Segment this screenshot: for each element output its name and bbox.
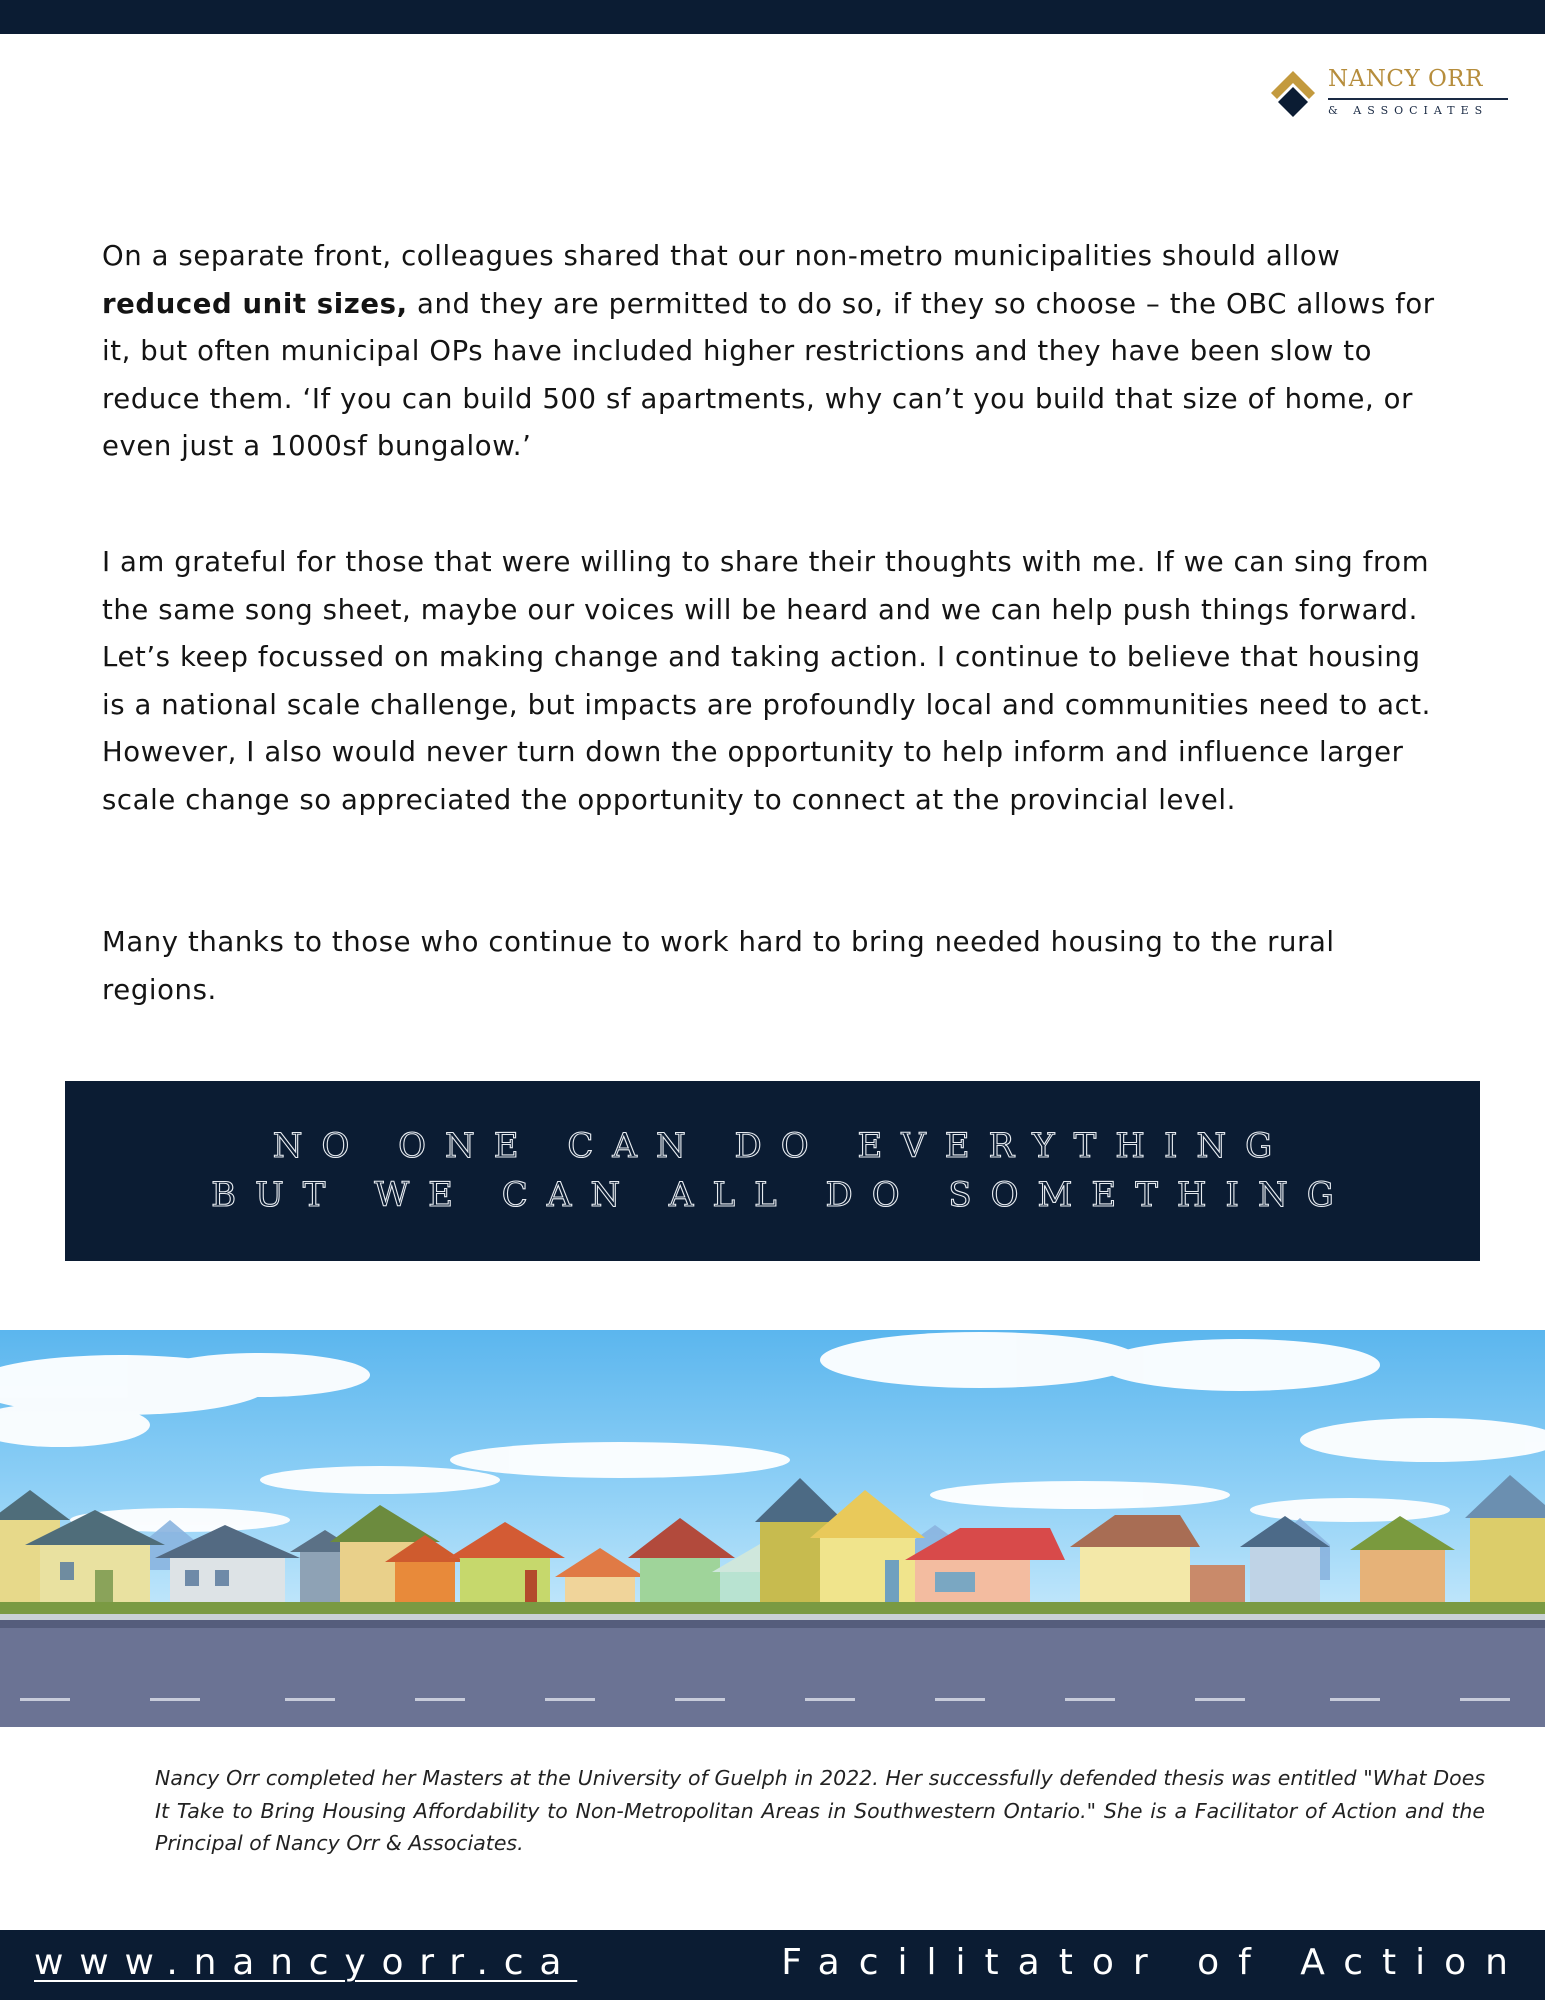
neighborhood-illustration xyxy=(0,1330,1545,1727)
paragraph-thanks: Many thanks to those who continue to work hard to bring needed housing to the rural regions. xyxy=(102,926,1335,1006)
diamond-logo-icon xyxy=(1268,69,1318,121)
footer-bar xyxy=(0,1930,1545,2000)
quote-line-2: BUT WE CAN ALL DO SOMETHING xyxy=(211,1175,1353,1215)
paragraph-grateful: I am grateful for those that were willing to share their thoughts with me. If we can sing from the same song sheet, maybe our voices will be heard and we can help push things forward. Let’s keep focussed on making change and taking action. I continue to believe that housing is a national scale challenge, but impacts are profoundly local and communities need to act. However, I also would never turn down the opportunity to help inform and influence larger scale change so appreciated the opportunity to connect at the provincial level. xyxy=(102,546,1432,816)
logo-subtitle: & ASSOCIATES xyxy=(1328,104,1489,117)
paragraph-unit-sizes-intro: On a separate front, colleagues shared that our non-metro municipalities should allow xyxy=(102,240,1341,272)
paragraph-unit-sizes-bold: reduced unit sizes, xyxy=(102,287,408,320)
quote-banner xyxy=(65,1081,1480,1261)
author-bio: Nancy Orr completed her Masters at the University of Guelph in 2022. Her successfully defended thesis was entitled "What Does It Take to Bring Housing Affordability to Non-Metropolitan Areas in Southwestern Ontario." She is a Facilitator of Action and the Principal of Nancy Orr & Associates. xyxy=(155,1766,1485,1855)
footer-tagline: Facilitator of Action xyxy=(781,1942,1527,1983)
paragraph-unit-sizes-rest: and they are permitted to do so, if they so choose – the OBC allows for it, but often municipal OPs have included higher restrictions and they have been slow to reduce them. ‘If you can build 500 sf apartments, why can’t you build that size of home, or even just a 1000sf bungalow.’ xyxy=(102,287,1435,462)
logo-name: NANCY ORR xyxy=(1328,66,1483,92)
company-logo xyxy=(1268,66,1513,126)
paragraph-unit-sizes xyxy=(102,233,1442,471)
top-bar xyxy=(0,0,1545,34)
website-link[interactable]: www.nancyorr.ca xyxy=(34,1942,578,1983)
quote-line-1: NO ONE CAN DO EVERYTHING xyxy=(272,1126,1292,1166)
logo-divider xyxy=(1328,98,1508,100)
